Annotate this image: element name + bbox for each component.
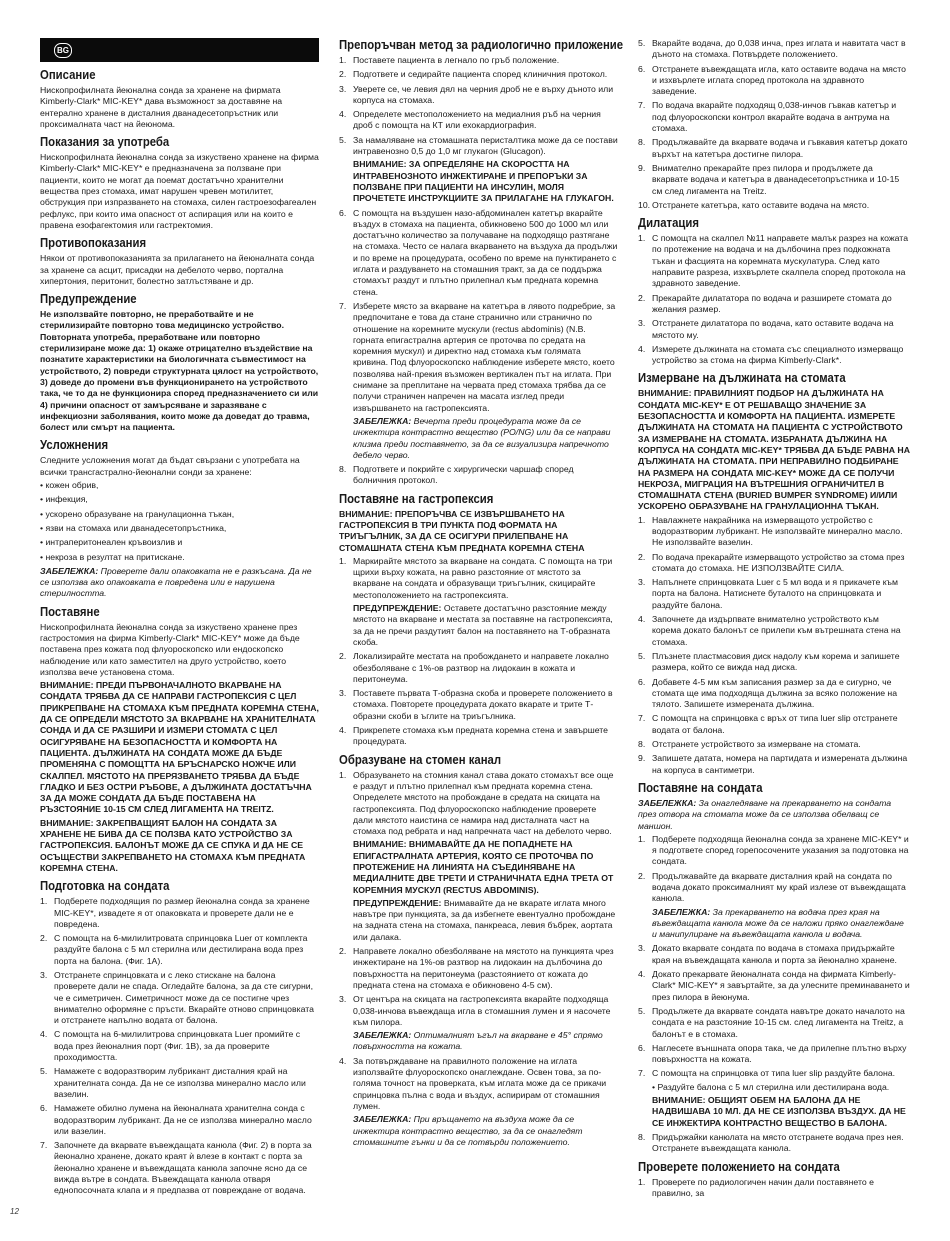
gastropexy-precaution: ПРЕДУПРЕЖДЕНИЕ: Оставете достатъчно разстояние между мястото на вкарване и местата за поставяне на гастропексията, за да не пречи раздутият балон на поставянето на Т-образната скоба. — [353, 603, 613, 647]
list-item: 3. Поставете първата Т-образна скоба и проверете положението в стомаха. Повторете процедурата докато вкарате и трите Т-образни скоби в ъглите на триъгълника. — [339, 688, 613, 721]
list-item: 1. Подберете подходяща йеюнална сонда за хранене MIC-KEY* и я подгответе според горепосочените указания за подготовка на сондата. — [638, 833, 909, 867]
heading-description: Описание — [40, 68, 96, 82]
list-item: 7. По водача вкарайте подходящ 0,038-инчов гъвкав катетър и под флуороскопски контрол вкарайте водача в антрума на стомаха. — [638, 100, 897, 134]
list-item: 3. Напълнете спринцовката Luer с 5 мл вода и я прикачете към порта на балона. Натиснете буталото на спринцовката и раздуйте балона. — [638, 577, 898, 610]
placement-caution-2: ВНИМАНИЕ: ЗАКРЕПВАЩИЯТ БАЛОН НА СОНДАТА ЗА ХРАНЕНЕ НЕ БИВА ДА СЕ ПОЛЗВА КАТО УСТРОЙСТВО ЗА ГАСТРОПЕКСИЯ. БАЛОНЪТ МОЖЕ ДА СЕ СПУКА И ДА НЕ СЕ ОСЪЩЕСТВИ ЗАКРЕПВАНЕТО НА СТОМАХА КЪМ ПРЕДНАТА КОРЕМНА СТЕНА. — [40, 817, 306, 873]
list-item: 3. Отстранете дилататора по водача, като оставите водача на мястото му. — [638, 318, 894, 340]
list-item: 2. По водача прекарайте измерващото устройство за стома през стомата до стомаха. НЕ ИЗПОЛЗВАЙТЕ СИЛА. — [638, 551, 905, 573]
gastropexy-list — [339, 556, 618, 748]
list-item: 9. Внимателно прекарайте през пилора и продължете да вкарвате водача и катетъра в дванадесетопръстника и 10-15 см след лигамента на Treitz. — [638, 162, 900, 196]
list-item: 4. Измерете дължината на стомата със специалното измерващо устройство за стома на фирма Kimberly-Clark*. — [638, 343, 904, 366]
list-item: 5. Продължете да вкарвате сондата навътре докато началото на сондата е на разстояние 10-15 см. след лигамента на Treitz, а балонът е в стомаха. — [638, 1005, 905, 1039]
heading-stoma-tract: Образуване на стомен канал — [339, 752, 502, 767]
list-item: 4. За потвърждаване на правилното положение на иглата използвайте флуороскопско онаглеждане. Освен това, за по-голяма точност на проверката, към иглата може да се прикачи спринцовка пълна с вода и въздух, аспирирам от стомашния лумен. ЗАБЕЛЕЖКА: При връщането на въздуха може да се инжектира контрастно вещество, за да се онагледят стомашните гънки и да се потвърди положението. — [339, 1056, 618, 1148]
warning-text: Не използвайте повторно, не преработвайте и не стерилизирайте повторно това медицинско устройство. Повторната употреба, преработване или повторно стерилизиране може да: 1) окаже отрицателно въздействие на познатите характеристики на биологичната съвместимост на устройството, 2) повреди структурната цялост на устройството, 3) доведе до промени във функционирането на устройството така, че то да не функционира според предназначението си или 4) причини опасност от замърсяване и заразяване с инфекциозни заболявания, които може да доведат до травма, болест или смърт на пациента. — [40, 309, 319, 433]
list-item: 3. От центъра на скицата на гастропексията вкарайте подходяща 0,038-инчова въвеждаща игла в стомашния лумен и я насочете към пилора. ЗАБЕЛЕЖКА: Оптималният ъгъл на вкарване е 45° спрямо повърхността на кожата. — [339, 994, 618, 1052]
stoma-tract-list — [339, 770, 618, 1149]
column-1 — [40, 38, 319, 1200]
balloon-fill-bullet: • Раздуйте балона с 5 мл стерилна или дестилирана вода. — [652, 1081, 890, 1092]
list-item: 2. Продължавайте да вкарвате дисталния край на сондата по водача докато проксималният му край излезе от въвеждащата канюла. ЗАБЕЛЕЖКА: За прекарването на водача през края на въвеждащата канюла може да се наложи пряко онаглеждане и манипулиране на въвеждащата канюла и водача. — [638, 871, 910, 941]
heading-stoma-measure: Измерване на дължината на стомата — [638, 371, 846, 386]
heading-tube-placement: Поставяне на сондата — [638, 780, 763, 795]
list-item: 5. Плъзнете пластмасовия диск надолу към корема и запишете размера, който се вижда над диска. — [638, 650, 900, 673]
list-item: 3. Отстранете спринцовката и с леко стискане на балона проверете дали не спада. Огледайте балона, за да сте сигурни, че е симетричен. Симетричност може да се постигне чрез внимателно оформяне с пръсти. Вкарайте отново спринцовката и отстранете напълно водата от балона. — [40, 970, 314, 1026]
list-item: • некроза в резултат на притискане. — [40, 551, 185, 562]
verify-list — [638, 1177, 910, 1200]
indications-text: Нископрофилната йеюнална сонда за изкуствено хранене на фирма Kimberly-Clark* MIC-KEY* е предназначена за ползване при пациенти, които не могат да поемат достатъчно хранителни вещества през стомаха, имат нарушен чревен мотилитет, обструкция при изпразването на стомаха, силен гастроезофагеален рефлукс, при които има опасност от аспирация или на които е правена езофагектомия или гастректомия. — [40, 152, 319, 230]
page-number: 12 — [10, 1207, 19, 1216]
heading-warning: Предупреждение — [40, 292, 137, 307]
list-item: 2. С помощта на 6-милилитровата спринцовка Luer от комплекта раздуйте балона с 5 мл стерилна или дестилирана вода през порта на балона. (Фиг. 1А). — [40, 933, 308, 966]
list-item: 8. Придържайки канюлата на място отстранете водача през нея. Отстранете въвеждащата канюла. — [638, 1131, 904, 1154]
peel-sheath-note: ЗАБЕЛЕЖКА: За онагледяване на прекарването на сондата през отвора на стомата може да се използва обелващ се маншон. — [638, 797, 892, 831]
dilation-list — [638, 233, 910, 366]
list-item: 7. Изберете място за вкарване на катетъра в лявото подребрие, за предпочитане е това да стане странично или странично по отношение на коремните мускули (rectus abdominis) (N.B. горната епигастрална артерия се проточва по средата на коремния мускул) и директно над стомаха към голямата кривина. Под флуороскопско наблюдение изберете място, което позволява най-прекия възможен вертикален път на иглата. При снимане за преплитане на червата пред стомаха трябва да се получи страничен напречен на масата изглед преди извършването на гастропексията. ЗАБЕЛЕЖКА: Вечерта преди процедурата може да се инжектира контрастно вещество (PO/NG) или да се направи клизма преди поставянето, за да се визуализира напречното дебело черво. — [339, 301, 618, 461]
heading-dilation: Дилатация — [638, 216, 699, 231]
heading-gastropexy: Поставяне на гастропексия — [339, 491, 494, 506]
contrast-note: ЗАБЕЛЕЖКА: Вечерта преди процедурата може да се инжектира контрастно вещество (PO/NG) или да се направи клизма преди поставянето, за да се визуализира напречното дебело черво. — [353, 415, 611, 460]
list-item: 6. Отстранете въвеждащата игла, като оставите водача на място и изхвърлете иглата според протокола на здравното заведение. — [638, 63, 906, 97]
heading-contraindications: Противопоказания — [40, 236, 147, 251]
glucagon-caution: ВНИМАНИЕ: ЗА ОПРЕДЕЛЯНЕ НА СКОРОСТТА НА ИНТРАВЕНОЗНОТО ИНЖЕКТИРАНЕ И ПРЕПОРЪКИ ЗА ПОЛЗВАНЕ ПРИ ПАЦИЕНТИ НА ИНСУЛИН, МОЛЯ ПРОЧЕТЕТЕ ИНСТРУКЦИИТЕ ЗА ПРИЛАГАНЕ НА ГЛУКАГОН. — [353, 159, 614, 204]
list-item: • инфекция, — [40, 494, 88, 505]
list-item: 7. С помощта на спринцовка с връх от типа luer slip отстранете водата от балона. — [638, 713, 898, 735]
list-item: 6. Добавете 4-5 мм към записания размер за да е сигурно, че стомата ще има подходяща дължина за всяко положение на тялото. Запишете измерената дължина. — [638, 676, 898, 710]
list-item: 1. Проверете по радиологичен начин дали поставянето е правилно, за — [638, 1176, 874, 1198]
column-2 — [339, 38, 624, 1151]
list-item: 4. Определете местоположението на медиалния ръб на черния дроб с помощта на КТ или ехокардиография. — [339, 109, 601, 131]
list-item: 8. Отстранете устройството за измерване на стомата. — [638, 739, 861, 750]
list-item: 1. Поставете пациента в легнало по гръб положение. — [339, 55, 560, 65]
heading-tube-prep: Подготовка на сондата — [40, 879, 170, 894]
description-text: Нископрофилната йеюнална сонда за хранене на фирмата Kimberly-Clark* MIC-KEY* дава възможност за доставяне на ентерално хранене в дисталния дванадесетопръстник или проксималната част на йеюнома. — [40, 85, 283, 129]
list-item: 4. Прикрепете стомаха към предната коремна стена и завършете процедурата. — [339, 725, 608, 747]
list-item: 8. Продължавайте да вкарвате водача и гъвкавия катетър докато върхът на катетъра достигне пилора. — [638, 137, 908, 159]
list-item: 7. С помощта на спринцовка от типа luer slip раздуйте балона. • Раздуйте балона с 5 мл стерилна или дестилирана вода. ВНИМАНИЕ: ОБЩИЯТ ОБЕМ НА БАЛОНА ДА НЕ НАДВИШАВА 10 МЛ. ДА НЕ СЕ ИЗПОЛЗВА ВЪЗДУХ. ДА НЕ СЕ ИНЖЕКТИРА КОНТРАСТНО ВЕЩЕСТВО В БАЛОНА. — [638, 1068, 910, 1128]
list-item: • интраперитонеален кръвоизлив и — [40, 537, 183, 548]
list-item: 10. Отстранете катетъра, като оставите водача на място. — [638, 199, 870, 210]
note-package: ЗАБЕЛЕЖКА: Проверете дали опаковката не е разкъсана. Да не се използва ако опаковката е повредена или е нарушена стерилността. — [40, 565, 312, 599]
gastropexy-caution: ВНИМАНИЕ: ПРЕПОРЪЧВА СЕ ИЗВЪРШВАНЕТО НА ГАСТРОПЕКСИЯ В ТРИ ПУНКТА ПОД ФОРМАТА НА ТРИЪГЪЛНИК, ЗА ДА СЕ ОСИГУРИ ПРИЛЕПВАНЕ НА СТОМАШНАТА СТЕНА КЪМ ПРЕДНАТА КОРЕМНА СТЕНА — [339, 508, 585, 553]
placement-caution-1: ВНИМАНИЕ: ПРЕДИ ПЪРВОНАЧАЛНОТО ВКАРВАНЕ НА СОНДАТА ТРЯБВА ДА СЕ НАПРАВИ ГАСТРОПЕКСИЯ С ЦЕЛ ПРИКРЕПВАНЕ НА СТОМАХА КЪМ ПРЕДНАТА КОРЕМНА СТЕНА, ДА СЕ ОПРЕДЕЛИ МЯСТОТО ЗА ВКАРВАНЕ НА ХРАНИТЕЛНАТА СОНДА И ДА СЕ РАЗШИРИ И ИЗМЕРИ СТОМАТА С ЦЕЛ ОСИГУРЯВАНЕ НА БЕЗОПАСНОСТТА И КОМФОРТА НА ПАЦИЕНТА. ДЪЛЖИНАТА НА СОНДАТА МОЖЕ ДА БЪДЕ ПРОМЕНЯНА С ПОМОЩТТА НА БРЪСНАРСКО НОЖЧЕ ИЛИ СКАЛПЕЛ. МЯСТОТО НА ПРЕРЯЗВАНЕТО ТРЯБВА ДА БЪДЕ ГЛАДКО И БЕЗ ОСТРИ РЪБОВЕ, А ДЪЛЖИНАТА ДОСТАТЪЧНА ЗА ДА МОЖЕ СОНДАТА ДА БЪДЕ ПОСТАВЕНА НА РЪЗСТОЯНИЕ 10-15 СМ СЛЕД ЛИГАМЕНТА НА TREITZ. — [40, 680, 319, 815]
list-item: 3. Докато вкарвате сондата по водача в стомаха придържайте края на въвеждащата канюла и порта за йеюнално хранене. — [638, 943, 897, 965]
list-item: 6. С помощта на въздушен назо-абдоминален катетър вкарайте въздух в стомаха на пациента, обикновено 500 до 1000 мл или достатъчно количество за получаване на подходящо разтягане на стомаха. Често се налага вкарването на въздуха да продължи и по време на процедурата, особено по време на пунктирането с иглата и раздуването на стомашния тракт, за да се поддържа стомахът раздут и плътно прилепнал към предната коремна стена. — [339, 207, 618, 297]
list-item: 5. За намаляване на стомашната перисталтика може да се постави интравенозно 0,5 до 1,0 мг глукагон (Glucagon). ВНИМАНИЕ: ЗА ОПРЕДЕЛЯНЕ НА СКОРОСТТА НА ИНТРАВЕНОЗНОТО ИНЖЕКТИРАНЕ И ПРЕПОРЪКИ ЗА ПОЛЗВАНЕ ПРИ ПАЦИЕНТИ НА ИНСУЛИН, МОЛЯ ПРОЧЕТЕТЕ ИНСТРУКЦИИТЕ ЗА ПРИЛАГАНЕ НА ГЛУКАГОН. — [339, 134, 618, 204]
language-badge: BG — [54, 43, 72, 58]
list-item: 2. Подгответе и седирайте пациента според клиничния протокол. — [339, 69, 608, 80]
heading-complications: Усложнения — [40, 438, 109, 453]
placement-text: Нископрофилната йеюнална сонда за изкуствено хранене през гастростомия на фирма Kimberly-Clark* MIC-KEY* може да бъде поставена през кожата под флуороскопско или ендоскопско наблюдение или като заместител на друго устройство, което използва вече установена стома. — [40, 621, 300, 677]
list-item: 5. Намажете с водоразтворим лубрикант дисталния край на хранителната сонда. Да не се използва минерално масло или вазелин. — [40, 1066, 306, 1099]
list-item: 2. Прекарайте дилататора по водача и разширете стомата до желания размер. — [638, 292, 892, 314]
list-item: 1. Образуването на стомния канал става докато стомахът все още е раздут и плътно прилепнал към предната коремна стена. Определете мястото на пробождане в средата на скицата на гастропексията. Под флуороскопско наблюдение проверете дали мястото наистина се намира над дисталната част на стомаха под ребрата и над напречната част на дебелото черво. ВНИМАНИЕ: ВНИМАВАЙТЕ ДА НЕ ПОПАДНЕТЕ НА ЕПИГАСТРАЛНАТА АРТЕРИЯ, КОЯТО СЕ ПРОТОЧВА ПО ПРОТЕЖЕНИЕ НА ЛИНИЯТА НА СЪЕДИНЯВАНЕ НА МЕДИАЛНИТЕ ДВЕ ТРЕТИ И СТРАНИЧНАТА ЕДНА ТРЕТА ОТ КОРЕМНИЯ МУСКУЛ (RECTUS ABDOMINIS). ПРЕДУПРЕЖДЕНИЕ: Внимавайте да не вкарате иглата много навътре при пункцията, за да избегнете евентуално пробождане на задната стена на стомаха, панкреаса, левия бъбрек, аортата или далака. — [339, 770, 618, 943]
list-item: • язви на стомаха или дванадесетопръстника, — [40, 522, 227, 533]
heading-indications: Показания за употреба — [40, 135, 170, 150]
list-item: 1. Маркирайте мястото за вкарване на сондата. С помощта на три щрихи върху кожата, на равно разстояние от мястото за вкарване на сондата и образуващи триъгълник, скицирайте местоположението на гастропексията. ПРЕДУПРЕЖДЕНИЕ: Оставете достатъчно разстояние между мястото на вкарване и местата за поставяне на гастропексията, за да не пречи раздутият балон на поставянето на Т-образната скоба. — [339, 556, 618, 648]
heading-radiologic: Препоръчван метод за радиологично приложение — [339, 38, 624, 52]
list-item: 6. Наглесете външната опора така, че да прилепне плътно върху повърхността на кожата. — [638, 1042, 907, 1065]
list-item: 1. Подберете подходящия по размер йеюнална сонда за хранене MIC-KEY*, извадете я от опаковката и проверете дали не е повредена. — [40, 896, 310, 929]
list-item: • ускорено образуване на гранулационна тъкан, — [40, 508, 235, 519]
complications-list — [40, 480, 319, 563]
heading-verify-position: Проверете положението на сондата — [638, 1159, 840, 1174]
list-item: 3. Уверете се, че левия дял на черния дроб не е върху дъното или корпуса на стомаха. — [339, 83, 614, 105]
list-item: 1. Навлажнете накрайника на измерващото устройство с водоразтворим лубрикант. Не използвайте минерално масло. Не използвайте вазелин. — [638, 514, 903, 548]
complications-intro: Следните усложнения могат да бъдат свързани с употребата на всички трансгастрално-йеюнални сонди за хранене: — [40, 455, 300, 477]
list-item: 7. Започнете да вкарвате въвеждащата канюла (Фиг. 2) в порта за йеюнално хранене, докато краят ѝ влезе в контакт с порта за йеюнално хранене и въвеждащата канюла започне ясно да се вижда вътре в сондата. Въвеждащата канюла отваря еднопосочната клапа и я предпазва от повреждане от водача. — [40, 1140, 312, 1196]
artery-caution: ВНИМАНИЕ: ВНИМАВАЙТЕ ДА НЕ ПОПАДНЕТЕ НА ЕПИГАСТРАЛНАТА АРТЕРИЯ, КОЯТО СЕ ПРОТОЧВА ПО ПРОТЕЖЕНИЕ НА ЛИНИЯТА НА СЪЕДИНЯВАНЕ НА МЕДИАЛНИТЕ ДВЕ ТРЕТИ И СТРАНИЧНАТА ЕДНА ТРЕТА ОТ КОРЕМНИЯ МУСКУЛ (RECTUS ABDOMINIS). — [353, 839, 614, 895]
balloon-caution: ВНИМАНИЕ: ОБЩИЯТ ОБЕМ НА БАЛОНА ДА НЕ НАДВИШАВА 10 МЛ. ДА НЕ СЕ ИЗПОЛЗВА ВЪЗДУХ. ДА НЕ СЕ ИНЖЕКТИРА КОНТРАСТНО ВЕЩЕСТВО В БАЛОНА. — [652, 1095, 906, 1128]
list-item: 6. Намажете обилно лумена на йеюналната хранителна сонда с водоразтворим лубрикант. Да не се използва минерално масло или вазелин. — [40, 1103, 312, 1136]
list-item: 4. Докато прекарвате йеюналната сонда на фирмата Kimberly-Clark* MIC-KEY* я завъртайте, за да улесните преминаването и през пилора в йеюнума. — [638, 969, 910, 1002]
list-item: 1. С помощта на скалпел №11 направете малък разрез на кожата по протежение на водача и на дълбочина през подкожната тъкан и фасцията на коремната мускулатура. След като направите разреза, изхвърлете скалпела според протокола на здравното заведение. — [638, 233, 909, 289]
angle-note: ЗАБЕЛЕЖКА: Оптималният ъгъл на вкарване е 45° спрямо повърхността на кожата. — [353, 1030, 603, 1052]
tube-prep-list — [40, 896, 319, 1196]
introducer-note: ЗАБЕЛЕЖКА: За прекарването на водача през края на въвеждащата канюла може да се наложи пряко онаглеждане и манипулиране на въвеждащата канюла и водача. — [652, 906, 904, 940]
contraindications-text: Някои от противопоказанията за прилагането на йеюналната сонда за хранене са асцит, присадки на дебелото черво, портална хипертония, перитонит, болестно затлъстяване и др. — [40, 253, 315, 286]
air-return-note: ЗАБЕЛЕЖКА: При връщането на въздуха може да се инжектира контрастно вещество, за да се онагледят стомашните гънки и да се потвърди положението. — [353, 1114, 583, 1147]
column-3 — [638, 38, 910, 1202]
list-item: 8. Подгответе и покрийте с хирургически чаршаф според болничния протокол. — [339, 464, 574, 486]
radiologic-list — [339, 55, 618, 487]
list-item: 2. Локализирайте местата на пробождането и направете локално обезболяване с 1%-ов разтвор на лидокаин в кожата и перитонеума. — [339, 651, 609, 684]
guidewire-list — [638, 38, 910, 211]
list-item: 4. Започнете да издърпвате внимателно устройството към корема докато балонът се прилепи към вътрешната стена на стомаха. — [638, 614, 901, 647]
measure-list — [638, 515, 910, 776]
tube-placement-list — [638, 834, 910, 1155]
list-item: 9. Запишете датата, номера на партидата и измерената дължина на корпуса в сантиметри. — [638, 753, 908, 775]
heading-placement: Поставяне — [40, 604, 100, 619]
list-item: • кожен обрив, — [40, 480, 99, 491]
language-header-bar — [40, 38, 319, 62]
list-item: 5. Вкарайте водача, до 0,038 инча, през иглата и навитата част в дъното на стомаха. Потвърдете положението. — [638, 38, 906, 60]
measure-caution: ВНИМАНИЕ: ПРАВИЛНИЯТ ПОДБОР НА ДЪЛЖИНАТА НА СОНДАТА MIC-KEY* Е ОТ РЕШАВАЩО ЗНАЧЕНИЕ ЗА БЕЗОПАСНОСТТА И КОМФОРТА НА ПАЦИЕНТА. ИЗМЕРЕТЕ ДЪЛЖИНАТА НА СТОМАТА НА ПАЦИЕНТА С УСТРОЙСТВОТО ЗА ИЗМЕРВАНЕ НА СТОМАТА. ИЗБРАНАТА ДЪЛЖИНА НА КОРПУСА НА СОНДАТА MIC-KEY* ТРЯБВА ДА БЪДЕ РАВНА НА ДЪЛЖИНАТА НА СТОМАТА. ПРИ НЕПРАВИЛНО ПОДБИРАНЕ НА РАЗМЕРА НА СОНДАТА MIC-KEY* МОЖЕ ДА СЕ ПОЛУЧИ НЕКРОЗА, МИГРАЦИЯ НА ВЪТРЕШНИЯ ОГРАНИЧИТЕЛ В СТОМАШНАТА СТЕНА (BURIED BUMPER SYNDROME) И/ИЛИ УСКОРЕНО ОБРАЗУВАНЕ НА ГРАНУЛАЦИОННА ТЪКАН. — [638, 388, 910, 512]
list-item: 4. С помощта на 6-милилитрова спринцовката Luer промийте с вода през йеюналния порт (Фиг. 1B), за да проверите проходимостта. — [40, 1029, 301, 1063]
needle-precaution: ПРЕДУПРЕЖДЕНИЕ: Внимавайте да не вкарате иглата много навътре при пункцията, за да избегнете евентуално пробождане на задната стена на стомаха, панкреаса, левия бъбрек, аортата или далака. — [353, 897, 616, 942]
list-item: 2. Направете локално обезболяване на мястото на пункцията чрез инжектиране на 1%-ов разтвор на лидокаин на дълбочина до повърхността на перитонеума (разстоянието от кожата до предната стена на стомаха е обикновено 4-5 см). — [339, 946, 614, 990]
